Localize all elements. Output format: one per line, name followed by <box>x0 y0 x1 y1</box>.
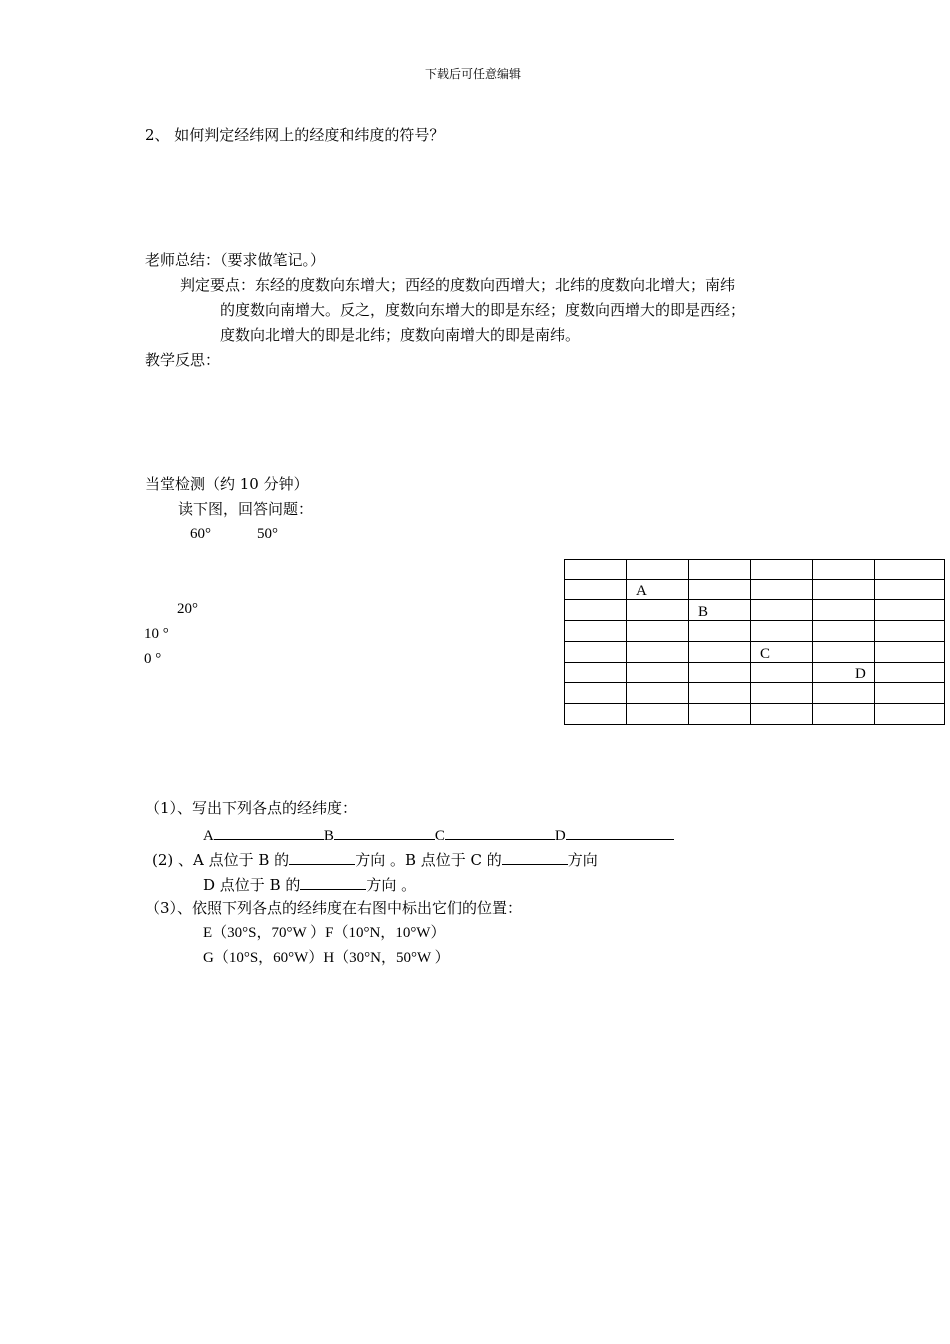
q3-line-2: G（10°S，60°W）H（30°N，50°W ） <box>203 950 450 966</box>
grid-cell <box>813 600 875 621</box>
grid-point-b: B <box>698 604 709 620</box>
grid-cell <box>875 621 945 642</box>
q3-line-1: E（30°S，70°W ）F（10°N，10°W） <box>203 925 446 941</box>
q3-title: （3）、依照下列各点的经纬度在右图中标出它们的位置： <box>145 899 523 917</box>
grid-cell <box>627 642 689 663</box>
grid-row <box>565 600 945 621</box>
grid-cell <box>565 642 627 663</box>
grid-row <box>565 642 945 663</box>
grid-cell <box>751 600 813 621</box>
longitude-label-60: 60° <box>190 526 211 542</box>
grid-cell <box>689 600 751 621</box>
grid-cell <box>875 600 945 621</box>
grid-row <box>565 704 945 725</box>
grid-cell <box>689 580 751 600</box>
summary-line-2: 的度数向南增大。反之，度数向东增大的即是东经；度数向西增大的即是西经； <box>220 301 746 319</box>
grid-cell <box>565 580 627 600</box>
grid-cell <box>751 621 813 642</box>
q2-a-suffix: 方向 <box>567 851 598 869</box>
q2-blank-2[interactable] <box>502 851 568 865</box>
test-title: 当堂检测（约 10 分钟） <box>145 475 309 493</box>
grid-cell <box>689 642 751 663</box>
grid-cell <box>813 663 875 683</box>
summary-line-1: 判定要点：东经的度数向东增大；西经的度数向西增大；北纬的度数向北增大；南纬 <box>180 276 736 294</box>
q2-blank-3[interactable] <box>300 876 366 890</box>
grid-cell <box>689 704 751 725</box>
grid-row <box>565 621 945 642</box>
grid-cell <box>689 683 751 704</box>
question-2: 2、 如何判定经纬网上的经度和纬度的符号？ <box>145 126 445 144</box>
longitude-label-50: 50° <box>257 526 278 542</box>
grid-cell <box>565 704 627 725</box>
summary-line-3: 度数向北增大的即是北纬；度数向南增大的即是南纬。 <box>220 326 581 344</box>
q2-line-1 <box>152 851 598 868</box>
summary-title: 老师总结：（要求做笔记。） <box>145 251 326 269</box>
grid-cell <box>627 560 689 580</box>
grid-cell <box>751 663 813 683</box>
q2-a-mid: 方向 。B 点位于 C 的 <box>355 851 502 869</box>
grid-cell <box>813 642 875 663</box>
grid-cell <box>813 560 875 580</box>
grid-cell <box>875 663 945 683</box>
q1-blank-a[interactable] <box>214 826 324 840</box>
reflection-label: 教学反思： <box>145 351 221 369</box>
q2-a-prefix: (2) 、A 点位于 B 的 <box>152 851 290 869</box>
q1-label-c: C <box>434 828 445 844</box>
grid-cell <box>751 704 813 725</box>
latitude-label-10: 10 ° <box>144 626 169 642</box>
grid-cell <box>813 580 875 600</box>
grid-cell <box>565 683 627 704</box>
q2-line-2 <box>203 876 416 893</box>
grid-cell <box>565 560 627 580</box>
q1-label-a: A <box>203 828 214 844</box>
grid-cell <box>565 663 627 683</box>
grid-cell <box>813 621 875 642</box>
grid-cell <box>627 580 689 600</box>
q1-blank-b[interactable] <box>334 826 435 840</box>
grid-cell <box>875 560 945 580</box>
grid-cell <box>875 580 945 600</box>
grid-cell <box>751 683 813 704</box>
grid-cell <box>813 683 875 704</box>
grid-cell <box>627 683 689 704</box>
grid-cell <box>751 642 813 663</box>
grid-row <box>565 683 945 704</box>
grid-cell <box>627 600 689 621</box>
grid-cell <box>689 621 751 642</box>
q1-blank-c[interactable] <box>445 826 555 840</box>
q2-b-suffix: 方向 。 <box>366 876 417 894</box>
page-header: 下载后可任意编辑 <box>425 67 522 81</box>
grid-cell <box>751 580 813 600</box>
grid-cell <box>627 663 689 683</box>
grid-row <box>565 663 945 683</box>
grid-point-c: C <box>760 646 771 662</box>
q2-blank-1[interactable] <box>289 851 355 865</box>
grid-point-a: A <box>636 583 647 599</box>
q1-label-d: D <box>554 828 566 844</box>
grid-cell <box>875 704 945 725</box>
grid-cell <box>875 683 945 704</box>
grid-cell <box>565 621 627 642</box>
grid-cell <box>813 704 875 725</box>
grid-cell <box>565 600 627 621</box>
q1-blank-d[interactable] <box>566 826 674 840</box>
q1-label-b: B <box>323 828 334 844</box>
grid-row <box>565 580 945 600</box>
grid-point-d: D <box>855 666 866 682</box>
test-instruction: 读下图，回答问题： <box>178 500 314 518</box>
grid-row <box>565 560 945 580</box>
grid-cell <box>627 621 689 642</box>
grid-cell <box>627 704 689 725</box>
grid-cell <box>689 560 751 580</box>
q2-b-prefix: D 点位于 B 的 <box>203 876 301 894</box>
q1-answer-line <box>203 826 674 844</box>
latitude-label-0: 0 ° <box>144 651 162 667</box>
latitude-label-20: 20° <box>177 601 198 617</box>
grid-cell <box>751 560 813 580</box>
lat-lon-grid <box>564 559 945 725</box>
grid-cell <box>689 663 751 683</box>
q1-title: （1）、写出下列各点的经纬度： <box>145 799 358 817</box>
grid-cell <box>875 642 945 663</box>
